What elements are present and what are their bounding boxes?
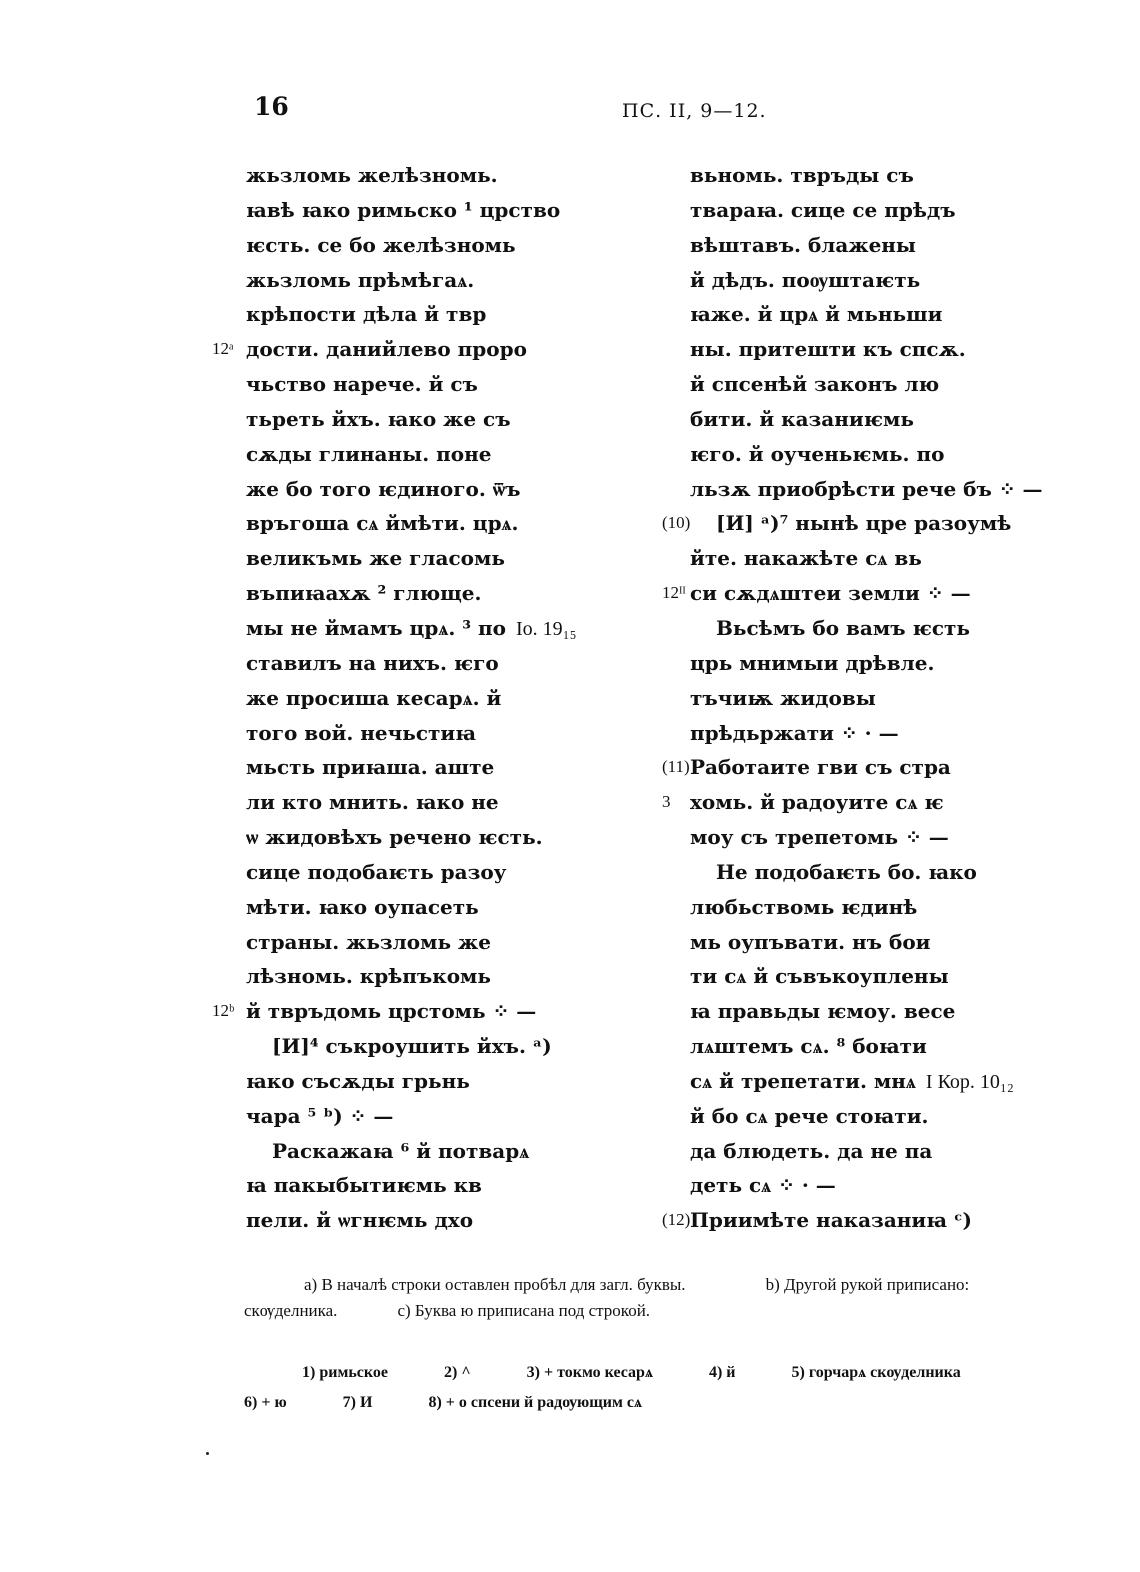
footnote-a: а) В началѣ строки оставлен пробѣл для загл. буквы. bbox=[304, 1275, 686, 1294]
text-line bbox=[690, 437, 1070, 472]
line-text: црь мнимыи дрѣвле. bbox=[690, 650, 935, 675]
margin-verse-marker: (12) bbox=[662, 1210, 691, 1230]
text-line bbox=[690, 646, 1070, 681]
line-text: хомь. й радоуите сѧ ѥ bbox=[690, 790, 944, 815]
line-text: мьсть приꙗша. аште bbox=[246, 755, 495, 780]
text-line bbox=[246, 1203, 606, 1238]
text-line bbox=[246, 158, 606, 193]
text-line bbox=[246, 402, 606, 437]
text-line bbox=[246, 1029, 606, 1064]
text-line bbox=[690, 716, 1070, 751]
line-text: дости. данийлево проро bbox=[246, 337, 527, 362]
text-line bbox=[690, 820, 1070, 855]
page-number: 16 bbox=[254, 92, 289, 121]
text-line bbox=[690, 402, 1070, 437]
text-line bbox=[690, 925, 1070, 960]
text-line bbox=[690, 1029, 1070, 1064]
line-text: си сѫдѧштеи земли ⁘ — bbox=[690, 581, 971, 606]
line-text: деть сѧ ⁘ · — bbox=[690, 1173, 836, 1198]
text-line bbox=[690, 263, 1070, 298]
text-line bbox=[246, 611, 606, 646]
line-text: того вой. нечьстиꙗ bbox=[246, 720, 477, 745]
text-line bbox=[662, 750, 1070, 785]
text-line bbox=[212, 994, 606, 1029]
text-line bbox=[662, 576, 1070, 611]
margin-verse-marker: 3 bbox=[662, 792, 671, 812]
footnote-b-continuation: скѹделника. bbox=[244, 1301, 338, 1320]
line-text: ѡ жидовѣхъ речено ѥсть. bbox=[246, 825, 543, 850]
left-column bbox=[212, 158, 606, 1238]
line-text: ꙗ правьды ѥмоу. весе bbox=[690, 999, 956, 1024]
margin-scripture-reference: Io. 19₁₅ bbox=[515, 617, 577, 640]
footnote-1: 1) римьское bbox=[302, 1364, 389, 1381]
text-line bbox=[246, 646, 606, 681]
text-line bbox=[690, 158, 1070, 193]
running-head: ПС. II, 9—12. bbox=[622, 100, 767, 122]
text-line bbox=[246, 820, 606, 855]
line-text: прѣдьржати ⁘ · — bbox=[690, 720, 899, 745]
line-text: великъмь же гласомь bbox=[246, 546, 505, 571]
line-text: льзѫ приобрѣсти рече бъ ⁘ — bbox=[690, 476, 1043, 501]
text-line bbox=[690, 541, 1070, 576]
line-text: крѣпости дѣла й твр bbox=[246, 302, 487, 327]
line-text: да блюдеть. да не па bbox=[690, 1138, 933, 1163]
line-text: мь оупъвати. нъ бои bbox=[690, 929, 931, 954]
line-text: чьство нарече. й съ bbox=[246, 372, 478, 397]
line-text: мы не ймамъ црѧ. ³ по bbox=[246, 615, 506, 640]
line-text: тъчиѭ жидовы bbox=[690, 685, 876, 710]
line-text: Раскажаꙗ ⁶ й потварѧ bbox=[272, 1138, 530, 1163]
numeric-footnotes bbox=[244, 1358, 1124, 1418]
line-text: ꙗже. й црѧ й мьньши bbox=[690, 302, 943, 327]
text-line bbox=[246, 437, 606, 472]
text-line bbox=[690, 681, 1070, 716]
text-line bbox=[246, 1064, 606, 1099]
text-line bbox=[246, 228, 606, 263]
line-text: ли кто мнить. ꙗко не bbox=[246, 790, 499, 815]
text-line bbox=[246, 541, 606, 576]
text-line bbox=[246, 785, 606, 820]
margin-verse-marker: 12ᵃ bbox=[212, 339, 234, 359]
text-line bbox=[662, 785, 1070, 820]
line-text: лѣзномь. крѣпъкомь bbox=[246, 964, 491, 989]
text-line bbox=[690, 994, 1070, 1029]
text-line bbox=[690, 1064, 1070, 1099]
alpha-footnotes bbox=[244, 1272, 1114, 1324]
text-line bbox=[246, 263, 606, 298]
line-text: й твръдомь црстомь ⁘ — bbox=[246, 999, 537, 1024]
footnote-6: 6) + ю bbox=[244, 1394, 287, 1411]
text-line bbox=[690, 472, 1070, 507]
line-text: връгоша сѧ ймѣти. црѧ. bbox=[246, 511, 519, 536]
line-text: чара ⁵ ᵇ) ⁘ — bbox=[246, 1103, 394, 1128]
margin-verse-marker: (11) bbox=[662, 757, 690, 777]
margin-verse-marker: 12ᵇ bbox=[212, 1001, 235, 1021]
line-text: жьзломь желѣзномь. bbox=[246, 163, 498, 187]
margin-verse-marker: 12ᴵᴵ bbox=[662, 583, 686, 603]
line-text: сѧ й трепетати. мнѧ bbox=[690, 1068, 916, 1093]
footnote-8: 8) + о спсени й радѹющим сѧ bbox=[428, 1394, 642, 1411]
line-text: вьномь. твръды съ bbox=[690, 163, 914, 187]
text-line bbox=[246, 1099, 606, 1134]
footnote-c: c) Буква ю приписана под строкой. bbox=[397, 1301, 651, 1320]
text-line bbox=[246, 472, 606, 507]
text-line bbox=[690, 193, 1070, 228]
text-line bbox=[246, 890, 606, 925]
text-line bbox=[690, 367, 1070, 402]
line-text: любьствомь ѥдинѣ bbox=[690, 894, 918, 919]
line-text: ꙗко съсѫды грьнь bbox=[246, 1068, 470, 1093]
line-text: ѥсть. се бо желѣзномь bbox=[246, 232, 516, 257]
right-column bbox=[662, 158, 1070, 1238]
line-text: въпиꙗахѫ ² глюще. bbox=[246, 581, 482, 606]
line-text: же просиша кесарѧ. й bbox=[246, 685, 502, 710]
text-line bbox=[246, 1168, 606, 1203]
text-line bbox=[662, 1203, 1070, 1238]
margin-scripture-reference: I Кор. 10₁₂ bbox=[925, 1070, 1014, 1093]
line-text: страны. жьзломь же bbox=[246, 929, 491, 954]
footnote-b: b) Другой рукой приписано: bbox=[765, 1275, 970, 1294]
line-text: Не подобаѥть бо. ꙗко bbox=[716, 859, 977, 884]
text-line bbox=[690, 332, 1070, 367]
line-text: моу съ трепетомь ⁘ — bbox=[690, 825, 949, 850]
line-text: ꙗвѣ ꙗко римьско ¹ црство bbox=[246, 197, 561, 222]
text-line bbox=[212, 332, 606, 367]
text-line bbox=[690, 1168, 1070, 1203]
text-line bbox=[690, 855, 1070, 890]
line-text: пели. й ѡгнѥмь дхо bbox=[246, 1208, 474, 1233]
line-text: Вьсѣмъ бо вамъ ѥсть bbox=[716, 615, 970, 640]
line-text: твараꙗ. сице се прѣдъ bbox=[690, 197, 956, 222]
line-text: сѫды глинаны. поне bbox=[246, 441, 492, 466]
margin-verse-marker: (10) bbox=[662, 513, 691, 533]
line-text: ставилъ на нихъ. ѥго bbox=[246, 650, 499, 675]
line-text: йте. накажѣте сѧ вь bbox=[690, 546, 922, 571]
line-text: бити. й казаниѥмь bbox=[690, 406, 914, 431]
text-line bbox=[246, 959, 606, 994]
text-line bbox=[246, 925, 606, 960]
line-text: мѣти. ꙗко оупасеть bbox=[246, 894, 479, 919]
line-text: вѣштавъ. блажены bbox=[690, 232, 916, 257]
text-line bbox=[246, 855, 606, 890]
text-line bbox=[662, 506, 1070, 541]
line-text: сице подобаѥть разоу bbox=[246, 859, 507, 884]
text-line bbox=[246, 297, 606, 332]
line-text: ꙗ пакыбытиѥмь кв bbox=[246, 1173, 482, 1198]
text-line bbox=[246, 716, 606, 751]
text-line bbox=[246, 1134, 606, 1169]
text-line bbox=[246, 576, 606, 611]
text-line bbox=[690, 228, 1070, 263]
text-line bbox=[246, 681, 606, 716]
footnote-2: 2) ^ bbox=[444, 1364, 471, 1381]
text-line bbox=[690, 1099, 1070, 1134]
text-line bbox=[246, 506, 606, 541]
footnote-5: 5) горчарѧ скѹделника bbox=[791, 1364, 961, 1381]
footnote-7: 7) И bbox=[342, 1394, 373, 1411]
footnote-3: 3) + токмо кесарѧ bbox=[526, 1364, 653, 1381]
text-line bbox=[690, 297, 1070, 332]
text-line bbox=[246, 750, 606, 785]
line-text: жьзломь прѣмѣгаѧ. bbox=[246, 267, 475, 292]
text-line bbox=[690, 959, 1070, 994]
text-line bbox=[690, 1134, 1070, 1169]
footnote-4: 4) й bbox=[708, 1364, 736, 1381]
line-text: ны. притешти къ спсѫ. bbox=[690, 337, 966, 362]
stray-dot bbox=[206, 1452, 209, 1455]
text-line bbox=[690, 890, 1070, 925]
line-text: й бо сѧ рече стоꙗти. bbox=[690, 1103, 929, 1128]
line-text: Работаите гви съ стра bbox=[690, 755, 951, 780]
line-text: й спсенѣй законъ лю bbox=[690, 372, 940, 397]
text-line bbox=[246, 367, 606, 402]
line-text: [И]⁴ съкроушить йхъ. ᵃ) bbox=[272, 1034, 552, 1059]
line-text: же бо того ѥдиного. ѿъ bbox=[246, 476, 521, 501]
line-text: ѥго. й оученьѥмь. по bbox=[690, 441, 945, 466]
line-text: лѧштемъ сѧ. ⁸ боꙗти bbox=[690, 1034, 927, 1059]
line-text: [И] ᵃ)⁷ нынѣ цре разоумѣ bbox=[716, 511, 1012, 536]
line-text: Приимѣте наказаниꙗ ᶜ) bbox=[690, 1208, 972, 1233]
line-text: тьреть йхъ. ꙗко же съ bbox=[246, 406, 511, 431]
line-text: ти сѧ й съвъкоуплены bbox=[690, 964, 949, 989]
line-text: й дѣдъ. поѹштаѥть bbox=[690, 267, 921, 292]
text-line bbox=[690, 611, 1070, 646]
text-line bbox=[246, 193, 606, 228]
